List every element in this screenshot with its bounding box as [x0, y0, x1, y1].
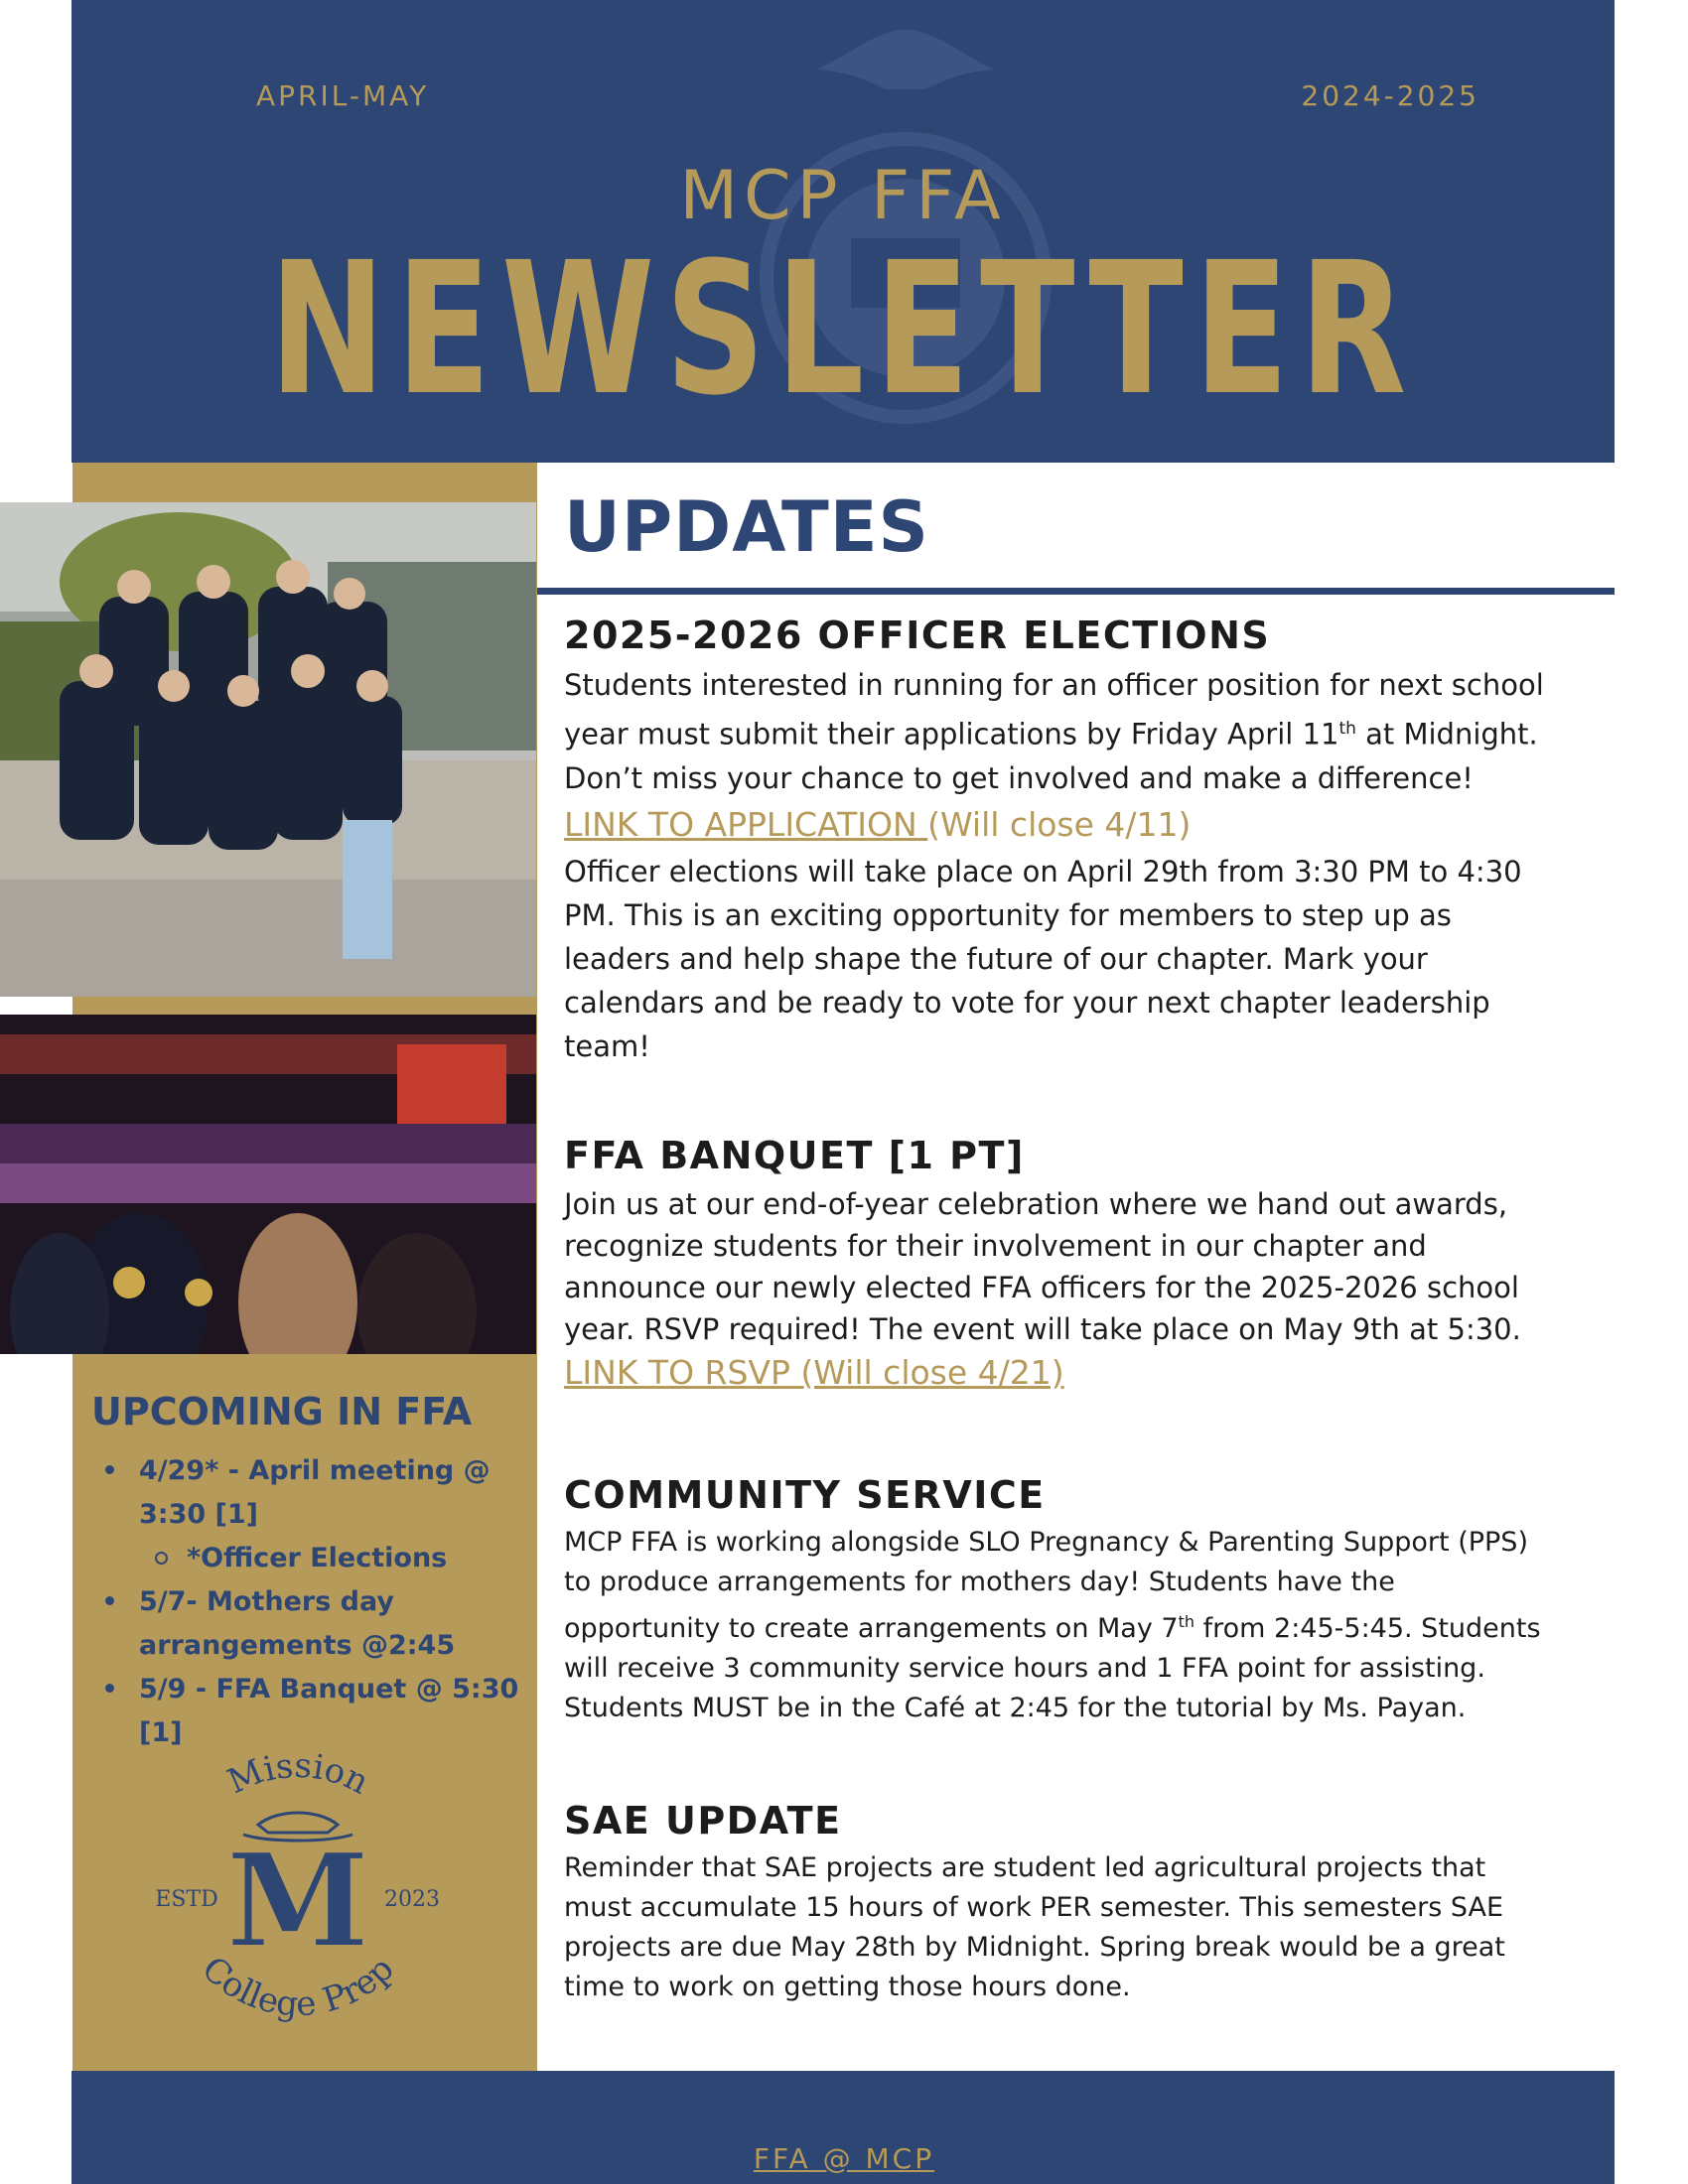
- updates-title: UPDATES: [564, 486, 929, 568]
- section-body: MCP FFA is working alongside SLO Pregnancy & Parenting Support (PPS) to produce arrangements for mothers day! Students have the opportunity to create arrangements on May 7th from 2:45-5:45. Students will receive 3 community service hours and 1 FFA point for assisting. Students MUST be in the Café at 2:45 for the tutorial by Ms. Payan.: [564, 1527, 1541, 1723]
- upcoming-item: 5/9 - FFA Banquet @ 5:30 [1]: [103, 1668, 520, 1755]
- section-heading: FFA BANQUET [1 PT]: [564, 1134, 1025, 1177]
- sae-update-section: [564, 1799, 1557, 2007]
- logo-left-text: ESTD: [155, 1887, 218, 1912]
- section-heading: 2025-2026 OFFICER ELECTIONS: [564, 614, 1271, 657]
- upcoming-title: UPCOMING IN FFA: [91, 1390, 473, 1433]
- upcoming-item: 5/7- Mothers day arrangements @2:45: [103, 1580, 520, 1668]
- application-link-row: [564, 800, 1557, 850]
- section-body: Students interested in running for an officer position for next school year must submit their applications by Friday April 11th at Midnight. Don’t miss your chance to get involved and make a difference!: [564, 668, 1544, 795]
- svg-text:Mission: [221, 1747, 374, 1803]
- logo-right-text: 2023: [384, 1887, 440, 1912]
- community-service-section: [564, 1473, 1557, 1728]
- upcoming-list: [103, 1449, 520, 1755]
- application-link-note: (Will close 4/11): [927, 804, 1192, 844]
- footer-link[interactable]: FFA @ MCP: [753, 2142, 935, 2175]
- newsletter-title: NEWSLETTER: [269, 223, 1417, 436]
- header-banner: [71, 0, 1615, 463]
- logo-top-text: Mission: [221, 1747, 375, 1803]
- convention-arena-photo: [0, 1015, 536, 1354]
- chapter-name: MCP FFA: [679, 157, 1007, 235]
- section-body: Reminder that SAE projects are student led agricultural projects that must accumulate 15 hours of work PER semester. This semesters SAE projects are due May 28th by Midnight. Spring break would be a great time to work on getting those hours done.: [564, 1852, 1505, 2002]
- section-heading: COMMUNITY SERVICE: [564, 1473, 1046, 1517]
- mission-college-prep-logo: [139, 1747, 457, 2045]
- section-body: Join us at our end-of-year celebration where we hand out awards, recognize students for their involvement in our chapter and announce our newly elected FFA officers for the 2025-2026 school year. RSVP required! The event will take place on May 9th at 5:30.: [564, 1187, 1521, 1346]
- rsvp-link[interactable]: LINK TO RSVP (Will close 4/21): [564, 1353, 1064, 1392]
- banquet-section: [564, 1134, 1557, 1396]
- application-link[interactable]: LINK TO APPLICATION: [564, 804, 928, 844]
- issue-months: APRIL-MAY: [256, 79, 430, 112]
- officer-team-photo: [0, 502, 536, 997]
- issue-year: 2024-2025: [1301, 79, 1479, 112]
- section-heading: SAE UPDATE: [564, 1799, 842, 1843]
- officer-elections-section: [564, 614, 1557, 1068]
- logo-bottom-text: College Prep: [194, 1949, 402, 2025]
- upcoming-subitem: *Officer Elections: [103, 1537, 520, 1580]
- logo-letter: M: [226, 1825, 369, 1977]
- title-divider: [537, 588, 1615, 595]
- upcoming-item: 4/29* - April meeting @ 3:30 [1]: [103, 1449, 520, 1537]
- section-body: Officer elections will take place on April 29th from 3:30 PM to 4:30 PM. This is an exciting opportunity for members to step up as leaders and help shape the future of our chapter. Mark your calendars and be ready to vote for your next chapter leadership team!: [564, 854, 1522, 1063]
